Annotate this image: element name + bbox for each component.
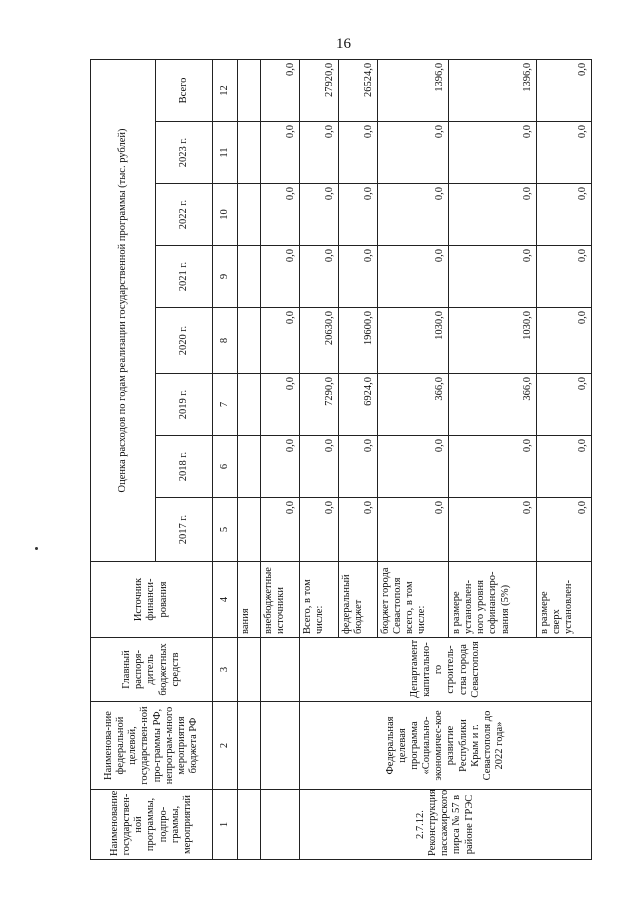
value-cell: 0,0 [377, 498, 448, 562]
value-cell: 0,0 [449, 122, 537, 184]
header-program-name: Наименование государствен-ной программы, подпро-граммы, мероприятий [91, 790, 213, 860]
column-index: 1 [213, 790, 238, 860]
table-row [260, 59, 299, 859]
column-index: 12 [213, 59, 238, 121]
value-cell: 0,0 [338, 122, 377, 184]
value-cell: 1030,0 [377, 308, 448, 374]
header-total: Всего [156, 59, 213, 121]
value-cell: 26524,0 [338, 59, 377, 121]
value-cell: 0,0 [536, 184, 591, 246]
header-funding-source: Источник финанси-рования [91, 562, 213, 638]
source-cell: бюджет города Севастополя всего, в том числе: [377, 562, 448, 638]
value-cell: 0,0 [299, 122, 338, 184]
value-cell: 6924,0 [338, 374, 377, 436]
column-index: 8 [213, 308, 238, 374]
value-cell: 0,0 [338, 498, 377, 562]
rotated-table-wrapper [90, 60, 592, 860]
column-index: 4 [213, 562, 238, 638]
value-cell: 0,0 [260, 436, 299, 498]
column-index: 5 [213, 498, 238, 562]
value-cell: 0,0 [299, 498, 338, 562]
value-cell: 0,0 [260, 246, 299, 308]
page-number: 16 [336, 36, 351, 52]
header-expenditure-group: Оценка расходов по годам реализации государственной программы (тыс. рублей) [91, 59, 156, 561]
value-cell: 0,0 [449, 498, 537, 562]
value-cell: 0,0 [449, 184, 537, 246]
column-index: 3 [213, 638, 238, 702]
budget-manager-cell: Департамент капитально-го строитель-ства города Севастополя [299, 638, 591, 702]
header-year: 2021 г. [156, 246, 213, 308]
value-cell: 0,0 [449, 436, 537, 498]
value-cell: 0,0 [449, 246, 537, 308]
header-year: 2023 г. [156, 122, 213, 184]
header-year: 2020 г. [156, 308, 213, 374]
value-cell: 0,0 [377, 246, 448, 308]
value-cell: 0,0 [536, 308, 591, 374]
column-index: 6 [213, 436, 238, 498]
value-cell: 0,0 [260, 374, 299, 436]
value-cell: 20630,0 [299, 308, 338, 374]
source-cell: внебюджетные источники [260, 562, 299, 638]
value-cell: 0,0 [536, 59, 591, 121]
value-cell: 1396,0 [377, 59, 448, 121]
value-cell: 0,0 [536, 374, 591, 436]
value-cell: 0,0 [260, 59, 299, 121]
table-row-continuation [238, 59, 261, 859]
source-cell: федеральный бюджет [338, 562, 377, 638]
column-index: 2 [213, 702, 238, 790]
value-cell: 0,0 [338, 246, 377, 308]
header-year: 2017 г. [156, 498, 213, 562]
value-cell: 0,0 [260, 184, 299, 246]
table-row [299, 59, 338, 859]
value-cell: 27920,0 [299, 59, 338, 121]
header-year: 2019 г. [156, 374, 213, 436]
item-name-cell: 2.7.12. Реконструкция пассажирского пирса № 57 в районе ГРЭС [299, 790, 591, 860]
value-cell: 0,0 [338, 436, 377, 498]
value-cell: 0,0 [260, 122, 299, 184]
scan-speck [35, 547, 38, 550]
column-index: 10 [213, 184, 238, 246]
value-cell: 0,0 [299, 246, 338, 308]
financing-table [90, 59, 592, 860]
value-cell: 0,0 [536, 246, 591, 308]
value-cell: 0,0 [377, 122, 448, 184]
federal-program-cell: Федеральная целевая программа «Социально-экономичес-кое развитие Республики Крым и г. Севастополя до 2022 года» [299, 702, 591, 790]
header-federal-program: Наименова-ние федеральной целевой, государствен-ной про-граммы РФ, непрограм-много мероприятия бюджета РФ [91, 702, 213, 790]
value-cell: 0,0 [377, 436, 448, 498]
value-cell: 7290,0 [299, 374, 338, 436]
column-index: 9 [213, 246, 238, 308]
header-budget-manager: Главный распоря-дитель бюджетных средств [91, 638, 213, 702]
source-cell: в размере установлен-ного уровня софинансиро-вания (5%) [449, 562, 537, 638]
value-cell: 1030,0 [449, 308, 537, 374]
value-cell: 0,0 [299, 184, 338, 246]
source-cell: в размере сверх установлен- [536, 562, 591, 638]
value-cell: 366,0 [377, 374, 448, 436]
column-index: 11 [213, 122, 238, 184]
value-cell: 0,0 [536, 436, 591, 498]
value-cell: 0,0 [299, 436, 338, 498]
value-cell: 0,0 [536, 498, 591, 562]
header-year: 2018 г. [156, 436, 213, 498]
source-cell: Всего, в том числе: [299, 562, 338, 638]
header-year: 2022 г. [156, 184, 213, 246]
value-cell: 0,0 [260, 498, 299, 562]
value-cell: 0,0 [377, 184, 448, 246]
value-cell: 0,0 [338, 184, 377, 246]
value-cell: 366,0 [449, 374, 537, 436]
value-cell: 0,0 [260, 308, 299, 374]
source-cell: вания [238, 562, 261, 638]
value-cell: 0,0 [536, 122, 591, 184]
value-cell: 1396,0 [449, 59, 537, 121]
column-index: 7 [213, 374, 238, 436]
value-cell: 19600,0 [338, 308, 377, 374]
